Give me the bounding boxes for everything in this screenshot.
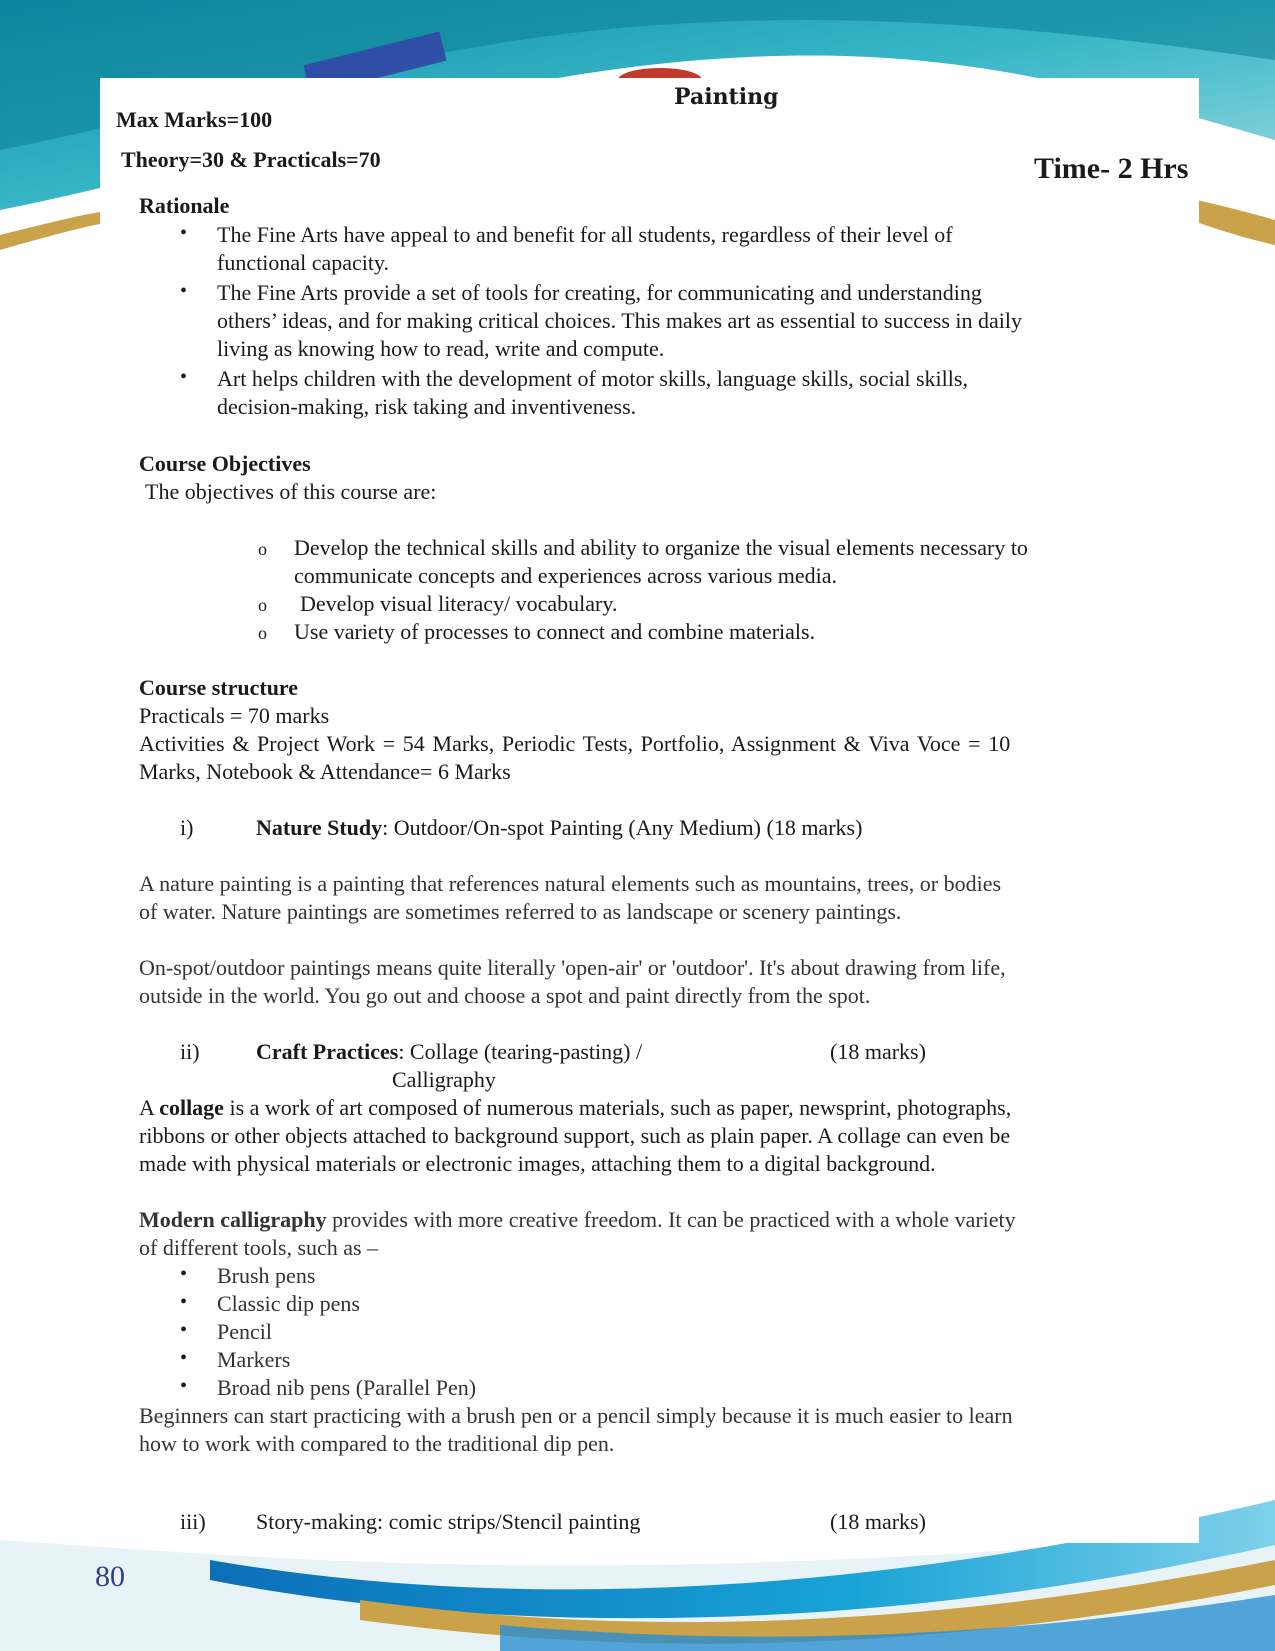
time-duration <box>1034 152 1199 186</box>
collage-line1 <box>139 1094 1011 1122</box>
bullet-icon: • <box>180 1319 188 1341</box>
page-number: 80 <box>95 1560 125 1593</box>
calligraphy-line1 <box>139 1206 1016 1234</box>
section-3-number: iii) <box>180 1509 206 1534</box>
section-2-heading <box>256 1038 642 1066</box>
section-2-title: Craft Practices <box>256 1039 399 1064</box>
objective-1-line1: Develop the technical skills and ability to organize the visual elements necessary to <box>294 535 1028 560</box>
section-2-number: ii) <box>180 1039 200 1064</box>
objective-2: Develop visual literacy/ vocabulary. <box>300 591 618 616</box>
bullet-icon: • <box>180 366 188 388</box>
section-3-title: Story-making: comic strips/Stencil painting <box>256 1509 641 1534</box>
max-marks: Max Marks=100 <box>116 107 273 132</box>
rationale-item-2-line1: The Fine Arts provide a set of tools for creating, for communicating and understanding <box>217 280 982 305</box>
practicals-marks: Practicals = 70 marks <box>139 703 330 728</box>
nature-para1-line1: A nature painting is a painting that references natural elements such as mountains, trees, or bodies <box>139 871 1002 896</box>
time-text: Time- 2 Hrs <box>1034 152 1189 185</box>
section-1-heading <box>256 814 862 842</box>
calligraphy-text: provides with more creative freedom. It can be practiced with a whole variety <box>332 1207 1016 1232</box>
collage-term: collage <box>159 1095 224 1120</box>
activities-line2: Marks, Notebook & Attendance= 6 Marks <box>139 759 511 784</box>
section-1-description: : Outdoor/On-spot Painting (Any Medium) (18 marks) <box>382 815 863 840</box>
bullet-icon: • <box>180 1375 188 1397</box>
structure-heading: Course structure <box>139 675 299 700</box>
rationale-item-3-line1: Art helps children with the development of motor skills, language skills, social skills, <box>217 366 968 391</box>
rationale-item-2-line2: others’ ideas, and for making critical choices. This makes art as essential to success in daily <box>217 308 1022 333</box>
rationale-item-1-line2: functional capacity. <box>217 250 390 275</box>
section-2-description: : Collage (tearing-pasting) / <box>398 1039 643 1064</box>
objective-3: Use variety of processes to connect and combine materials. <box>294 619 816 644</box>
tool-item: Classic dip pens <box>217 1291 360 1316</box>
nature-para1-line2: of water. Nature paintings are sometimes referred to as landscape or scenery paintings. <box>139 899 902 924</box>
circle-bullet-icon: o <box>258 539 267 559</box>
calligraphy-line2: of different tools, such as – <box>139 1235 379 1260</box>
section-2-marks: (18 marks) <box>830 1039 926 1064</box>
section-1-title: Nature Study <box>256 815 383 840</box>
tool-item: Broad nib pens (Parallel Pen) <box>217 1375 477 1400</box>
rationale-item-2-line3: living as knowing how to read, write and compute. <box>217 336 665 361</box>
bullet-icon: • <box>180 1291 188 1313</box>
tool-item: Markers <box>217 1347 291 1372</box>
section-3-marks: (18 marks) <box>830 1509 926 1534</box>
rationale-heading: Rationale <box>139 193 230 218</box>
circle-bullet-icon: o <box>258 595 267 615</box>
objective-1-line2: communicate concepts and experiences across various media. <box>294 563 838 588</box>
activities-line1: Activities & Project Work = 54 Marks, Periodic Tests, Portfolio, Assignment & Viva Voce = 10 <box>139 731 1011 756</box>
calligraphy-term: Modern calligraphy <box>139 1207 327 1232</box>
collage-line3: made with physical materials or electronic images, attaching them to a digital background. <box>139 1151 936 1176</box>
collage-prefix: A <box>139 1095 154 1120</box>
bullet-icon: • <box>180 1263 188 1285</box>
bullet-icon: • <box>180 222 188 244</box>
bullet-icon: • <box>180 280 188 302</box>
collage-text: is a work of art composed of numerous materials, such as paper, newsprint, photographs, <box>229 1095 1012 1120</box>
bullet-icon: • <box>180 1347 188 1369</box>
nature-para2-line2: outside in the world. You go out and choose a spot and paint directly from the spot. <box>139 983 871 1008</box>
section-1-number: i) <box>180 815 194 840</box>
rationale-item-3-line2: decision-making, risk taking and inventiveness. <box>217 394 637 419</box>
objectives-heading: Course Objectives <box>139 451 311 476</box>
theory-practicals: Theory=30 & Practicals=70 <box>121 147 381 172</box>
page-title: Painting <box>674 84 779 110</box>
beginners-line1: Beginners can start practicing with a brush pen or a pencil simply because it is much easier to learn <box>139 1403 1013 1428</box>
collage-line2: ribbons or other objects attached to background support, such as plain paper. A collage can even be <box>139 1123 1011 1148</box>
tool-item: Brush pens <box>217 1263 316 1288</box>
circle-bullet-icon: o <box>258 623 267 643</box>
beginners-line2: how to work with compared to the traditional dip pen. <box>139 1431 615 1456</box>
objectives-intro: The objectives of this course are: <box>145 479 437 504</box>
tool-item: Pencil <box>217 1319 272 1344</box>
rationale-item-1-line1: The Fine Arts have appeal to and benefit for all students, regardless of their level of <box>217 222 953 247</box>
section-2-description-line2: Calligraphy <box>392 1067 496 1092</box>
nature-para2-line1: On-spot/outdoor paintings means quite literally 'open-air' or 'outdoor'. It's about drawing from life, <box>139 955 1006 980</box>
